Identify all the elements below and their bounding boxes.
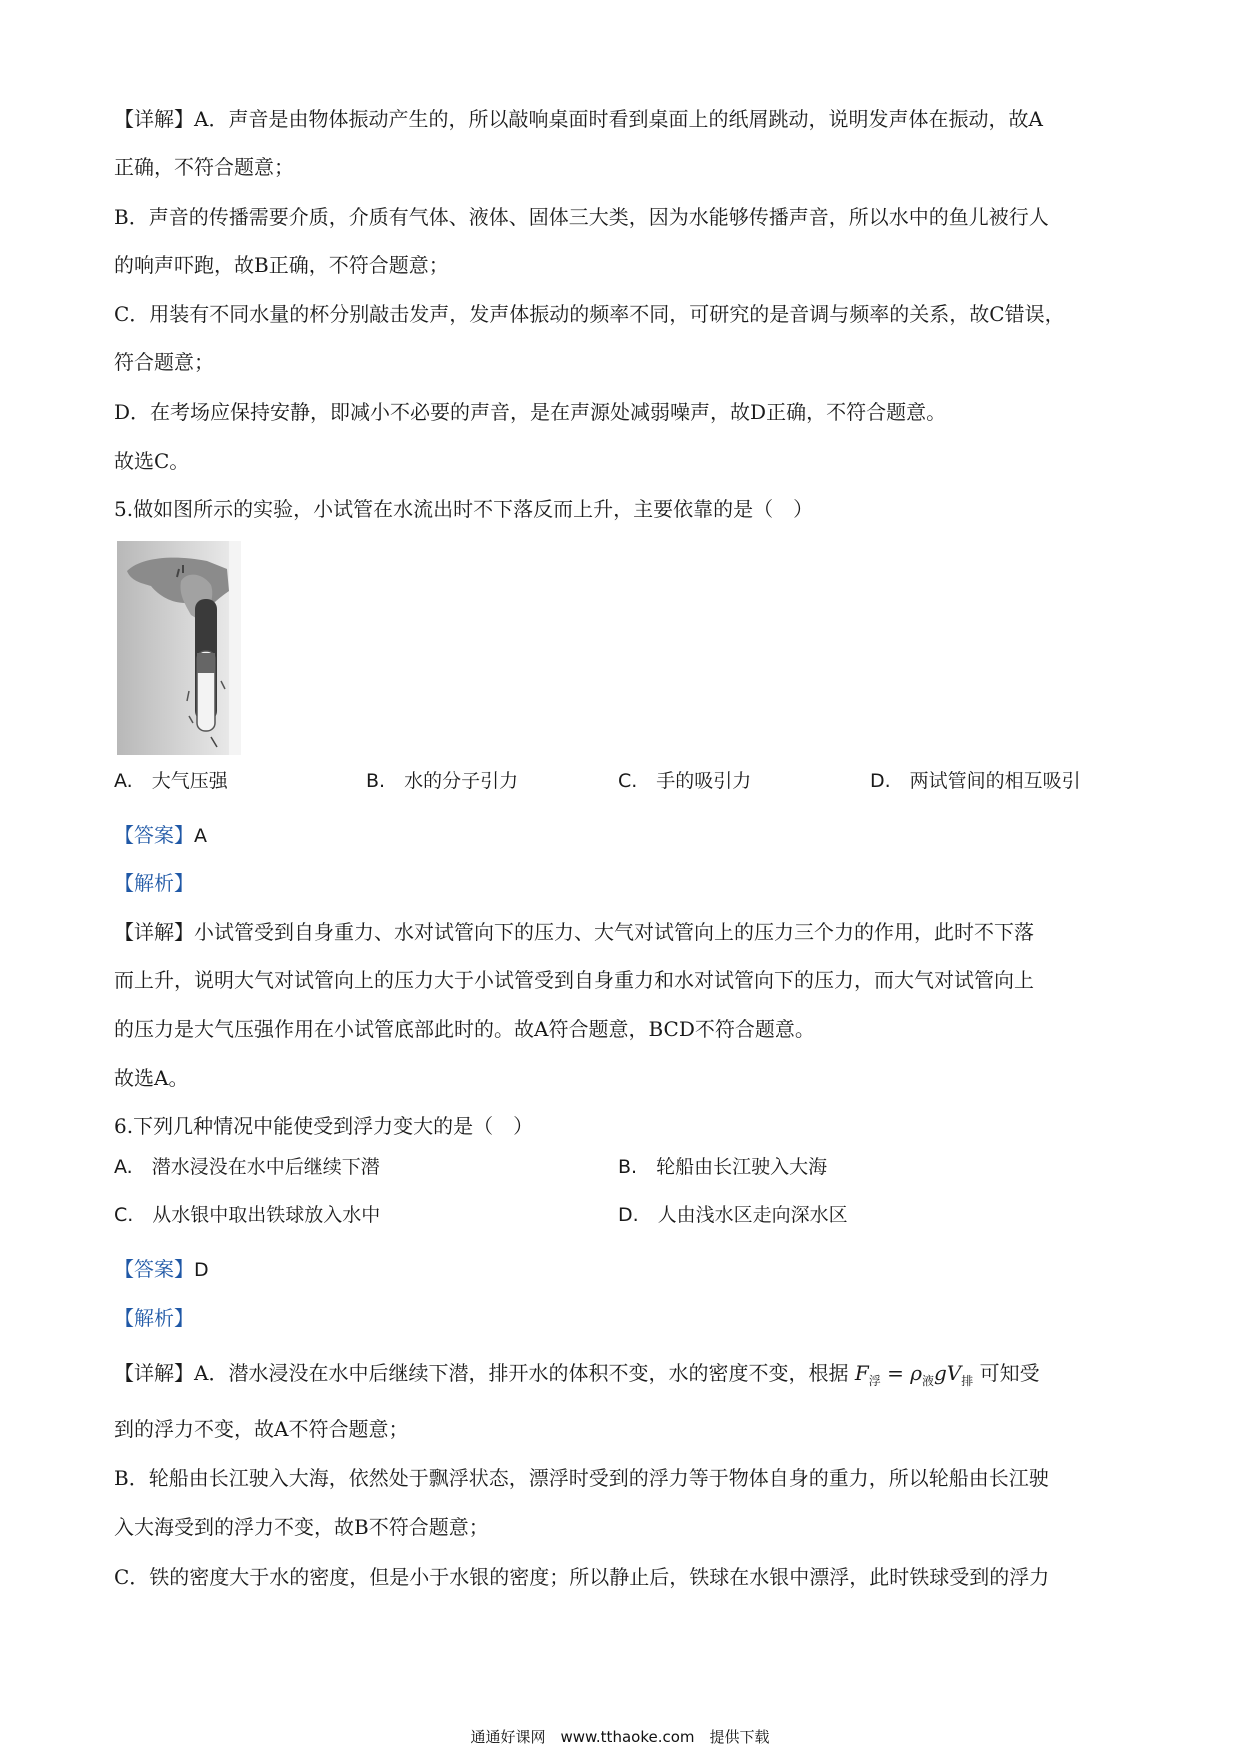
text-line: D．在考场应保持安静，即减小不必要的声音，是在声源处减弱噪声，故D正确，不符合题意。 <box>114 400 947 424</box>
text-line: B．轮船由长江驶入大海，依然处于飘浮状态，漂浮时受到的浮力等于物体自身的重力，所以轮船由长江驶 <box>114 1466 1049 1490</box>
text-segment: 可知受 <box>979 1361 1040 1385</box>
q6-option-c: C. 从水银中取出铁球放入水中 <box>114 1204 381 1226</box>
text-line: C．铁的密度大于水的密度，但是小于水银的密度；所以静止后，铁球在水银中漂浮，此时铁球受到的浮力 <box>114 1565 1050 1589</box>
text-line: C．用装有不同水量的杯分别敲击发声，发声体振动的频率不同，可研究的是音调与频率的关系，故C错误， <box>114 302 1065 326</box>
q6-analysis-label: 【解析】 <box>114 1306 194 1330</box>
question-5: 5.做如图所示的实验，小试管在水流出时不下落反而上升，主要依靠的是（ ） <box>114 497 814 521</box>
q5-analysis-label: 【解析】 <box>114 871 194 895</box>
answer-value: A <box>194 825 207 847</box>
text-line: 【详解】小试管受到自身重力、水对试管向下的压力、大气对试管向上的压力三个力的作用，此时不下落 <box>114 920 1034 944</box>
text-line: 符合题意； <box>114 350 214 374</box>
text-line: 的压力是大气压强作用在小试管底部此时的。故A符合题意，BCD不符合题意。 <box>114 1017 815 1041</box>
answer-value: D <box>194 1259 209 1281</box>
text-line: 而上升，说明大气对试管向上的压力大于小试管受到自身重力和水对试管向下的压力，而大气对试管向上 <box>114 968 1034 992</box>
page-footer: 通通好课网 www.tthaoke.com 提供下载 <box>470 1728 770 1746</box>
q6-option-b: B. 轮船由长江驶入大海 <box>618 1156 828 1178</box>
buoyancy-formula: $F_浮 = \rho_液gV_排$ <box>854 1361 974 1388</box>
test-tube-figure <box>117 541 241 755</box>
text-line: 的响声吓跑，故B正确，不符合题意； <box>114 253 449 277</box>
text-line: 正确，不符合题意； <box>114 155 294 179</box>
q6-option-a: A. 潜水浸没在水中后继续下潜 <box>114 1156 380 1178</box>
text-line: 入大海受到的浮力不变，故B不符合题意； <box>114 1515 489 1539</box>
q5-option-a: A. 大气压强 <box>114 770 228 792</box>
q5-option-d: D. 两试管间的相互吸引 <box>870 770 1081 792</box>
text-line: 【详解】A．声音是由物体振动产生的，所以敲响桌面时看到桌面上的纸屑跳动，说明发声体在振动，故A <box>114 107 1043 131</box>
q5-option-b: B. 水的分子引力 <box>366 770 519 792</box>
text-line: 到的浮力不变，故A不符合题意； <box>114 1417 409 1441</box>
text-line: 故选C。 <box>114 449 190 473</box>
text-line-with-formula <box>114 1349 1130 1405</box>
question-6: 6.下列几种情况中能使受到浮力变大的是（ ） <box>114 1114 534 1138</box>
answer-label: 【答案】 <box>114 823 194 847</box>
answer-label: 【答案】 <box>114 1257 194 1281</box>
q6-option-d: D. 人由浅水区走向深水区 <box>618 1204 848 1226</box>
q6-answer <box>114 1245 1130 1294</box>
q5-option-c: C. 手的吸引力 <box>618 770 752 792</box>
text-line: 故选A。 <box>114 1066 189 1090</box>
text-segment: 【详解】A．潜水浸没在水中后继续下潜，排开水的体积不变，水的密度不变，根据 <box>114 1361 849 1385</box>
text-line: B．声音的传播需要介质，介质有气体、液体、固体三大类，因为水能够传播声音，所以水中的鱼儿被行人 <box>114 205 1049 229</box>
q5-answer <box>114 811 1130 860</box>
